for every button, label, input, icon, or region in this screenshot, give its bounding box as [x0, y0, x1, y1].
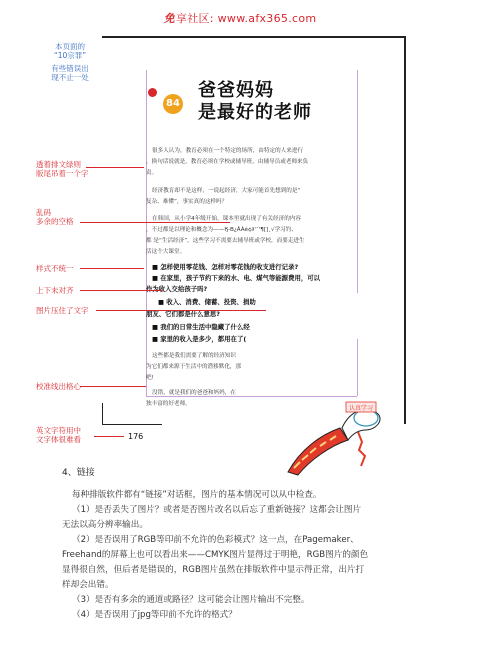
callout-line: [94, 436, 124, 437]
callout-label: 校准线出格心: [36, 382, 81, 391]
callout-label: 图片压住了文字: [36, 306, 89, 315]
tail-line: 吧!: [146, 375, 154, 381]
callout-label-line: 透着排文绿则: [36, 160, 81, 169]
callout-line: [80, 222, 230, 223]
cartoon-sign-text: 认真学习: [348, 405, 374, 412]
callout-label-line: 英文字符用中: [36, 426, 81, 435]
annotation-note-line: 现不止一处: [51, 73, 89, 82]
site-logo: 免: [163, 12, 175, 25]
body-line: ，换句话说就是，教育必须在学校或辅导班，由辅导员或老师来负: [146, 159, 309, 165]
callout-label-line: 文字体很难看: [36, 435, 81, 444]
question-line: ■ 收入、消费、储蓄、投资、捐助: [158, 298, 256, 306]
question-line: ■ 怎样使用零花钱、怎样对零花钱的收支进行记录?: [152, 263, 299, 271]
section-body: [62, 488, 472, 623]
callout-label-line: 乱码: [36, 208, 51, 217]
section-paragraph: （2）是否误用了RGB等印前不允许的色彩模式？这一点，在Pagemaker、: [72, 535, 359, 545]
section-paragraph: Freehand的屏幕上也可以看出来——CMYK图片显得过于明艳，RGB图片的颜色: [62, 550, 369, 560]
annotation-note: [38, 42, 102, 82]
section-paragraph: （4）是否误用了jpg等印前不允许的格式？: [72, 610, 237, 620]
page-number: 176: [128, 432, 144, 441]
callout-label: [36, 208, 74, 226]
callout-line: [80, 268, 144, 269]
section-paragraph: 无法以高分辨率输出。: [62, 520, 148, 530]
annotation-note-line: 有些错误出: [51, 64, 89, 73]
overlapping-photo: [262, 293, 358, 339]
section-paragraph: （3）是否有多余的通道或路径？这可能会让图片输出不完整。: [72, 595, 310, 605]
callout-label-line: 版尾吊着一个字: [36, 169, 89, 178]
question-line: ■ 在家里，孩子节约下来的水、电、煤气等能源费用，可以: [152, 274, 321, 282]
section-paragraph: 每种排版软件都有“链接”对话框，图片的基本情况可以从中检查。: [72, 490, 322, 500]
page-frame-bottom: [102, 424, 162, 425]
badge-dot: [148, 88, 157, 97]
cartoon-illustration: [280, 380, 390, 476]
tail-line: 没错，就是我们的爸爸和妈妈，在: [152, 390, 236, 396]
annotation-note-line: 本页面的: [55, 42, 85, 51]
callout-line: [96, 310, 266, 311]
annotation-note-line: “10宗罪”: [53, 51, 87, 60]
body-line: 都 是“生活经济”，这些学习不需要去辅导班或学校，而要走进生: [146, 238, 305, 244]
body-line: 责。: [146, 170, 158, 176]
question-line: ■ 我们的日常生活中隐藏了什么经: [152, 323, 250, 331]
site-header: [0, 10, 480, 26]
callout-line: [80, 290, 162, 291]
callout-label: 上下未对齐: [36, 286, 74, 295]
question-line: 朋友、它们都是什么意思?: [146, 310, 221, 318]
callout-label: [36, 160, 89, 178]
question-line: ■ 家里的收入是多少，都用在了(: [152, 335, 247, 343]
tail-line: 独丰富的好老师。: [146, 401, 191, 407]
article-title-line: 爸爸妈妈: [198, 80, 274, 101]
page-frame-right: [404, 36, 406, 424]
body-line: 活这个大课堂。: [146, 249, 186, 255]
callout-label-line: 多余的空格: [36, 217, 74, 226]
tail-line: 这些都是我们需要了解的经济知识: [152, 353, 236, 359]
body-line: 在韩国，从小学4年级开始，课本里就出现了有关经济的内容: [152, 216, 301, 222]
question-line: 作为收入交给孩子吗?: [146, 285, 208, 293]
page-frame-left: [102, 403, 103, 425]
section-heading: 4、链接: [62, 468, 95, 478]
callout-label: 样式不统一: [36, 264, 74, 273]
callout-label: [36, 426, 81, 444]
body-line: 很多人认为，教育必须在一个特定的场所，由特定的人来进行: [152, 148, 304, 154]
section-paragraph: （1）是否丢失了图片？或者是否图片改名以后忘了重新链接？这都会让图片: [72, 505, 362, 515]
page-frame-top: [102, 36, 406, 38]
callout-line: [80, 386, 146, 387]
site-url: 享社区: www.afx365.com: [175, 12, 317, 25]
page-badge: 84: [163, 94, 183, 114]
body-line-garbled: ，不过都是以理论和概念为——Ӄ-В¿ÂÀé¢∂'¯'¶[]¸√学习钓、: [146, 227, 297, 233]
callout-line: [86, 167, 144, 168]
section-paragraph: 显得很自然，但后者是错误的，RGB图片虽然在排版软件中显示得正常，出片打: [62, 565, 365, 575]
tail-line: 为它们都来源于生活中的潜移默化，那: [146, 364, 242, 370]
body-line: 经济教育却不是这样，一说起经济，大家可能首先想到的是“: [152, 188, 301, 194]
body-line: 复杂、难懂”，事实真的这样吗？: [146, 199, 228, 205]
section-paragraph: 样却会出错。: [62, 580, 114, 590]
article-title-line: 是最好的老师: [198, 102, 312, 123]
